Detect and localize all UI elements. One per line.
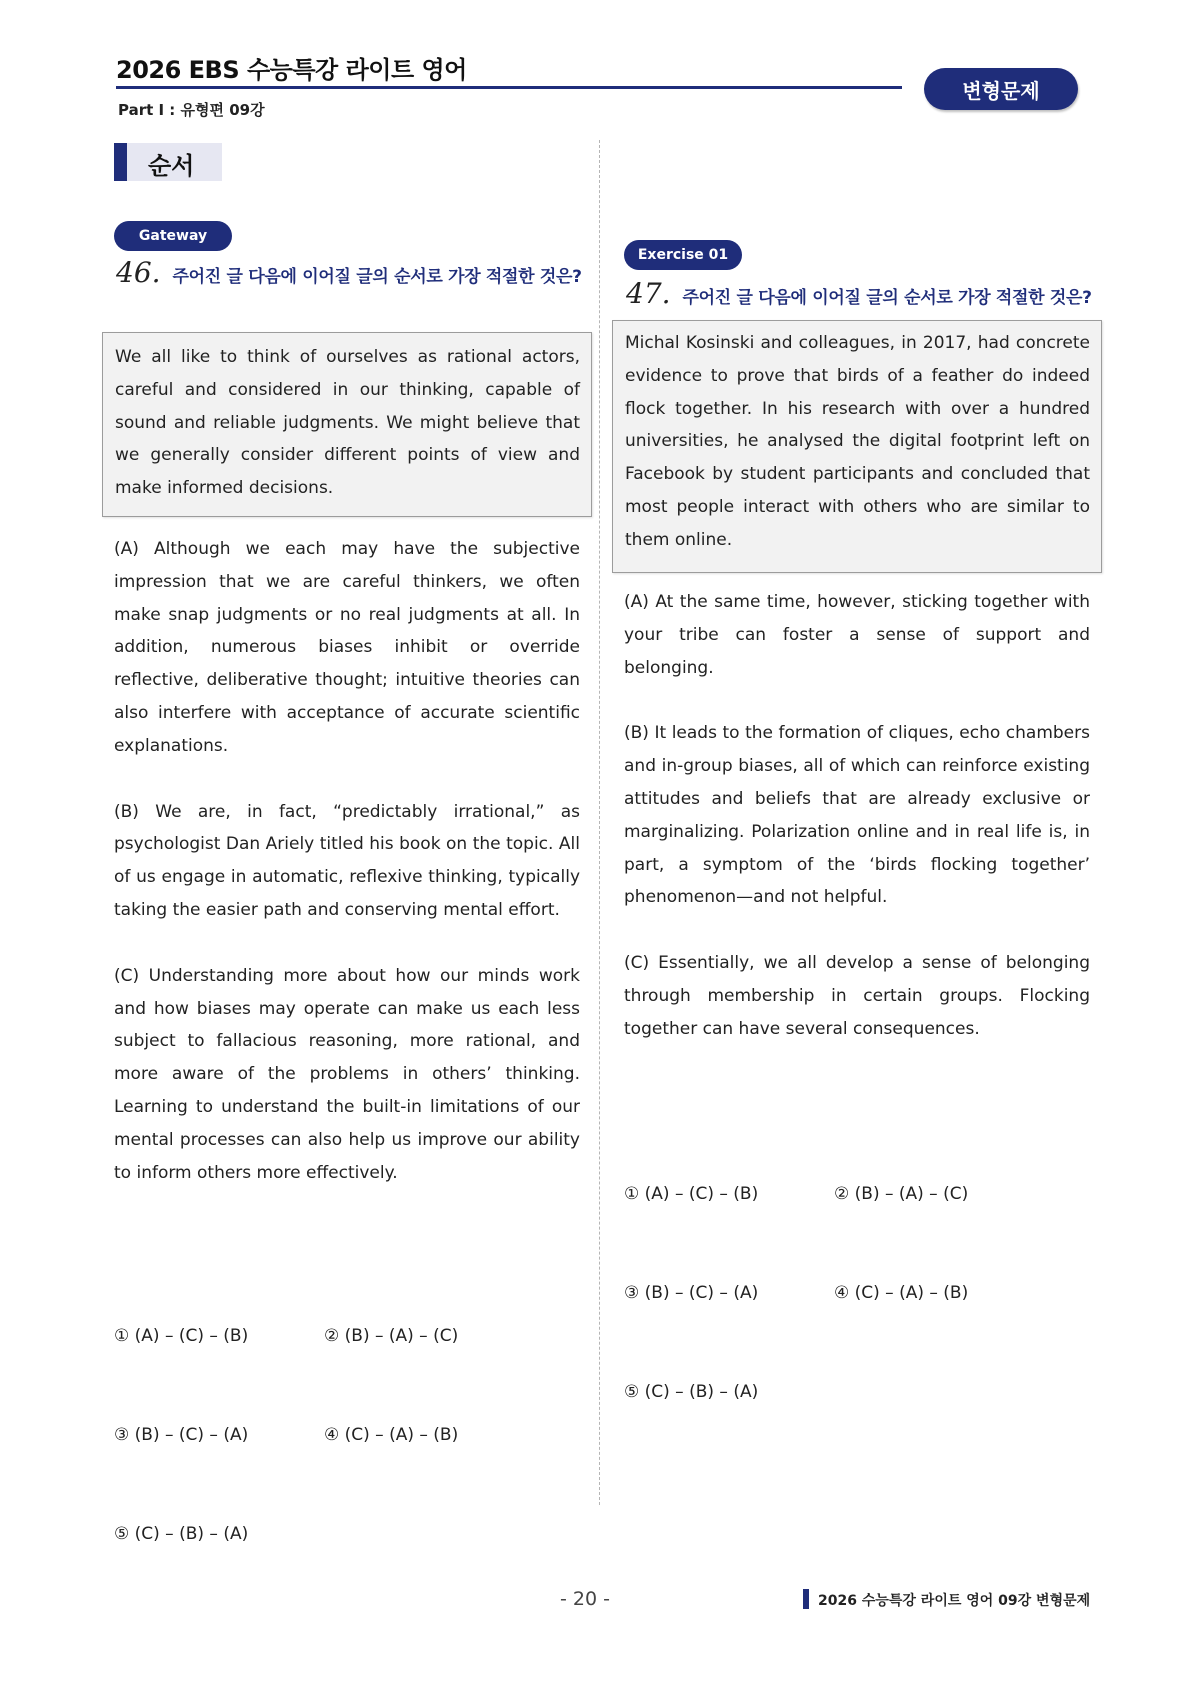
paragraph-c: (C) Essentially, we all develop a sense of belonging through membership in certain groups. Flocking together can have several consequences. [624,953,1090,1039]
choice-4[interactable]: ④ (C) – (A) – (B) [324,1425,459,1445]
question-prompt: 주어진 글 다음에 이어질 글의 순서로 가장 적절한 것은? [682,288,1092,308]
section-tag-bar [114,143,127,181]
exercise-choices [624,1112,968,1442]
gateway-choices [114,1254,458,1584]
exercise-question [626,277,1092,310]
choice-3[interactable]: ③ (B) – (C) – (A) [624,1283,759,1303]
paragraph-a: (A) Although we each may have the subjective impression that we are careful thinkers, we often make snap judgments or no real judgments at all. In addition, numerous biases inhibit or override reflective, deliberative thought; intuitive theories can also interfere with acceptance of accurate scientific explanations. [114,539,580,756]
paragraph-b: (B) It leads to the formation of cliques, echo chambers and in-group biases, all of which can reinforce existing attitudes and beliefs that are already exclusive or marginalizing. Polarization online and in real life is, in part, a symptom of the ‘birds flocking together’ phenomenon—and not helpful. [624,723,1090,908]
title-underline [116,86,902,89]
choice-2[interactable]: ② (B) – (A) – (C) [324,1326,459,1346]
question-prompt: 주어진 글 다음에 이어질 글의 순서로 가장 적절한 것은? [172,267,582,287]
exercise-paragraphs [624,586,1090,1046]
choice-2[interactable]: ② (B) – (A) – (C) [834,1184,969,1204]
paragraph-a: (A) At the same time, however, sticking together with your tribe can foster a sense of support and belonging. [624,592,1090,678]
part-label: Part Ⅰ : 유형편 09강 [118,101,265,119]
choice-1[interactable]: ① (A) – (C) – (B) [624,1184,759,1204]
given-passage: Michal Kosinski and colleagues, in 2017, had concrete evidence to prove that birds of a feather do indeed flock together. In his research with over a hundred universities, he analysed the digital footprint left on Facebook by student participants and concluded that most people interact with others who are similar to them online. [625,333,1090,550]
choice-3[interactable]: ③ (B) – (C) – (A) [114,1425,249,1445]
footer-label: 2026 수능특강 라이트 영어 09강 변형문제 [818,1593,1091,1609]
gateway-paragraphs [114,533,580,1189]
given-passage-box [102,332,592,517]
exercise-pill: Exercise 01 [624,240,742,270]
choice-5[interactable]: ⑤ (C) – (B) – (A) [114,1524,249,1544]
variation-badge: 변형문제 [924,68,1078,110]
choice-4[interactable]: ④ (C) – (A) – (B) [834,1283,969,1303]
choice-5[interactable]: ⑤ (C) – (B) – (A) [624,1382,759,1402]
gateway-pill: Gateway [114,221,232,251]
choice-1[interactable]: ① (A) – (C) – (B) [114,1326,249,1346]
question-number: 47. [626,277,671,310]
paragraph-c: (C) Understanding more about how our minds work and how biases may operate can make us each less subject to fallacious reasoning, more rational, and more aware of the problems in others’ thinking. Learning to understand the built-in limitations of our mental processes can also help us improve our ability to inform others more effectively. [114,965,580,1183]
page-number: - 20 - [560,1588,610,1610]
footer-bar [803,1589,809,1609]
given-passage: We all like to think of ourselves as rational actors, careful and considered in our thinking, capable of sound and reliable judgments. We might believe that we generally consider different points of view and make informed decisions. [115,347,580,499]
column-divider [599,140,600,1505]
document-title: 2026 EBS 수능특강 라이트 영어 [116,56,467,84]
section-title: 순서 [148,152,195,180]
question-number: 46. [116,256,161,289]
gateway-question [116,256,582,289]
given-passage-box [612,320,1102,573]
paragraph-b: (B) We are, in fact, “predictably irrational,” as psychologist Dan Ariely titled his book on the topic. All of us engage in automatic, reflexive thinking, typically taking the easier path and conserving mental effort. [114,801,580,920]
